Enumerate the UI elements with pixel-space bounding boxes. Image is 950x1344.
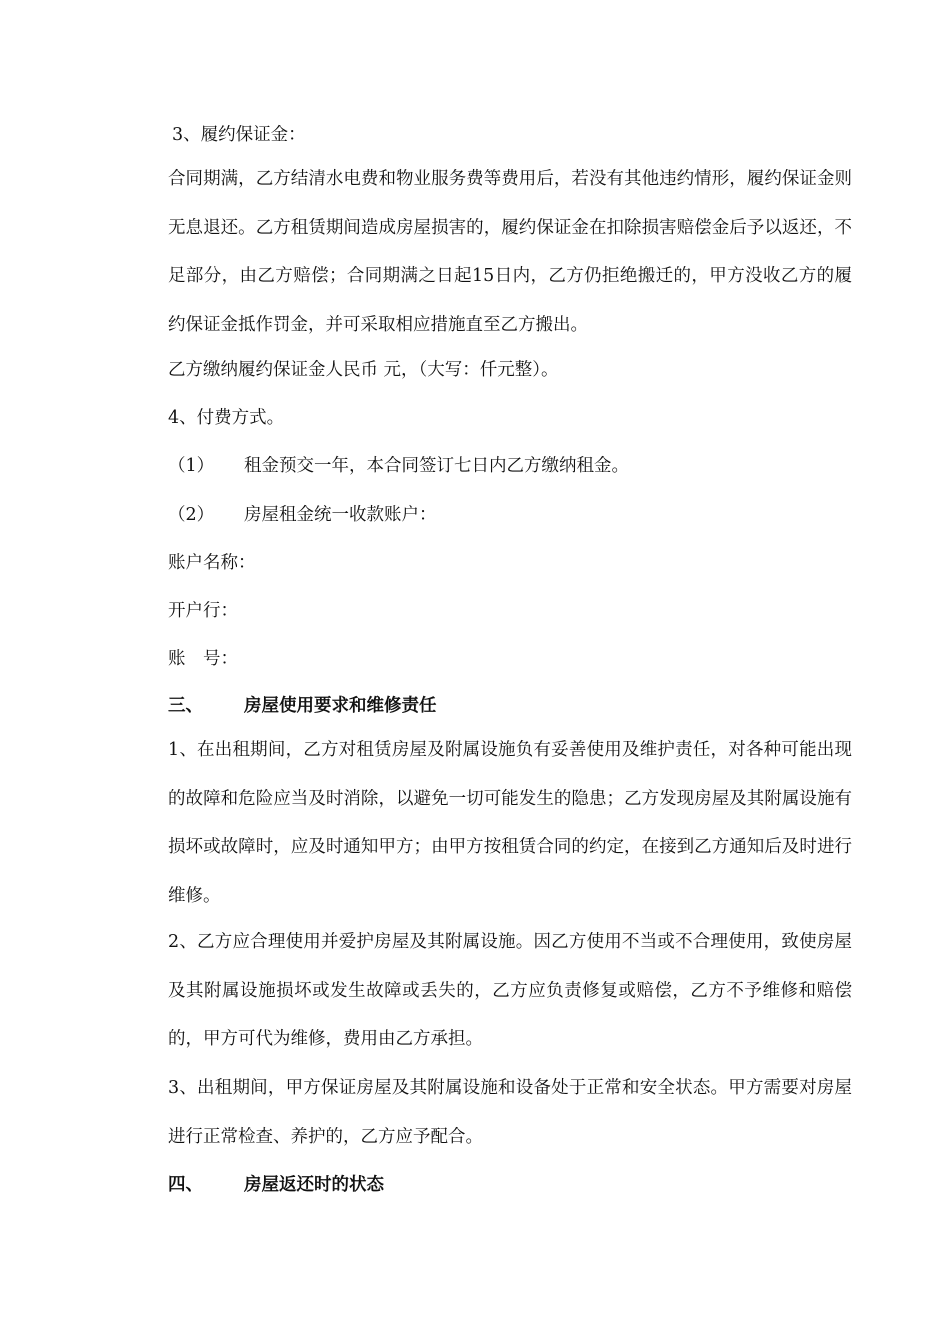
paragraph-deposit-return-text: 合同期满，乙方结清水电费和物业服务费等费用后，若没有其他违约情形，履约保证金则无息退还。乙方租赁期间造成房屋损害的，履约保证金在扣除损害赔偿金后予以返还，不足部分，由乙方赔偿；合同期满之日起15日内，乙方仍拒绝搬迁的，甲方没收乙方的履约保证金抵作罚金，并可采取相应措施直至乙方搬出。 [168, 169, 852, 335]
section-heading-3-number: 三、 [168, 696, 203, 716]
paragraph-deposit-return [168, 155, 852, 349]
section-3-title: 3、履约保证金： [172, 125, 306, 145]
payment-item-1-text: 租金预交一年，本合同签订七日内乙方缴纳租金。 [244, 456, 629, 476]
account-name-label: 账户名称： [168, 553, 256, 573]
payment-item-1 [168, 454, 848, 478]
section-heading-4-number: 四、 [168, 1175, 203, 1195]
section-heading-4 [168, 1173, 384, 1197]
bank-label: 开户行： [168, 601, 238, 621]
paragraph-maintenance-1 [168, 726, 852, 920]
payment-item-2-number: （2） [168, 505, 215, 525]
paragraph-maintenance-3-text: 3、出租期间，甲方保证房屋及其附属设施和设备处于正常和安全状态。甲方需要对房屋进行正常检查、养护的，乙方应予配合。 [168, 1078, 852, 1147]
payment-item-2 [168, 503, 848, 527]
paragraph-maintenance-1-text: 1、在出租期间，乙方对租赁房屋及附属设施负有妥善使用及维护责任，对各种可能出现的故障和危险应当及时消除，以避免一切可能发生的隐患；乙方发现房屋及其附属设施有损坏或故障时，应及时通知甲方；由甲方按租赁合同的约定，在接到乙方通知后及时进行维修。 [168, 740, 852, 906]
section-4-title: 4、付费方式。 [168, 408, 285, 428]
paragraph-maintenance-2 [168, 918, 852, 1064]
paragraph-deposit-amount: 乙方缴纳履约保证金人民币 元，（大写：仟元整）。 [168, 360, 559, 380]
section-heading-4-text: 房屋返还时的状态 [244, 1175, 384, 1195]
account-number-label: 账 号： [168, 649, 238, 669]
paragraph-maintenance-3 [168, 1064, 852, 1161]
section-heading-3 [168, 694, 437, 718]
section-heading-3-text: 房屋使用要求和维修责任 [244, 696, 437, 716]
payment-item-1-number: （1） [168, 456, 215, 476]
payment-item-2-text: 房屋租金统一收款账户： [244, 505, 437, 525]
paragraph-maintenance-2-text: 2、乙方应合理使用并爱护房屋及其附属设施。因乙方使用不当或不合理使用，致使房屋及其附属设施损坏或发生故障或丢失的，乙方应负责修复或赔偿，乙方不予维修和赔偿的，甲方可代为维修，费用由乙方承担。 [168, 932, 852, 1049]
